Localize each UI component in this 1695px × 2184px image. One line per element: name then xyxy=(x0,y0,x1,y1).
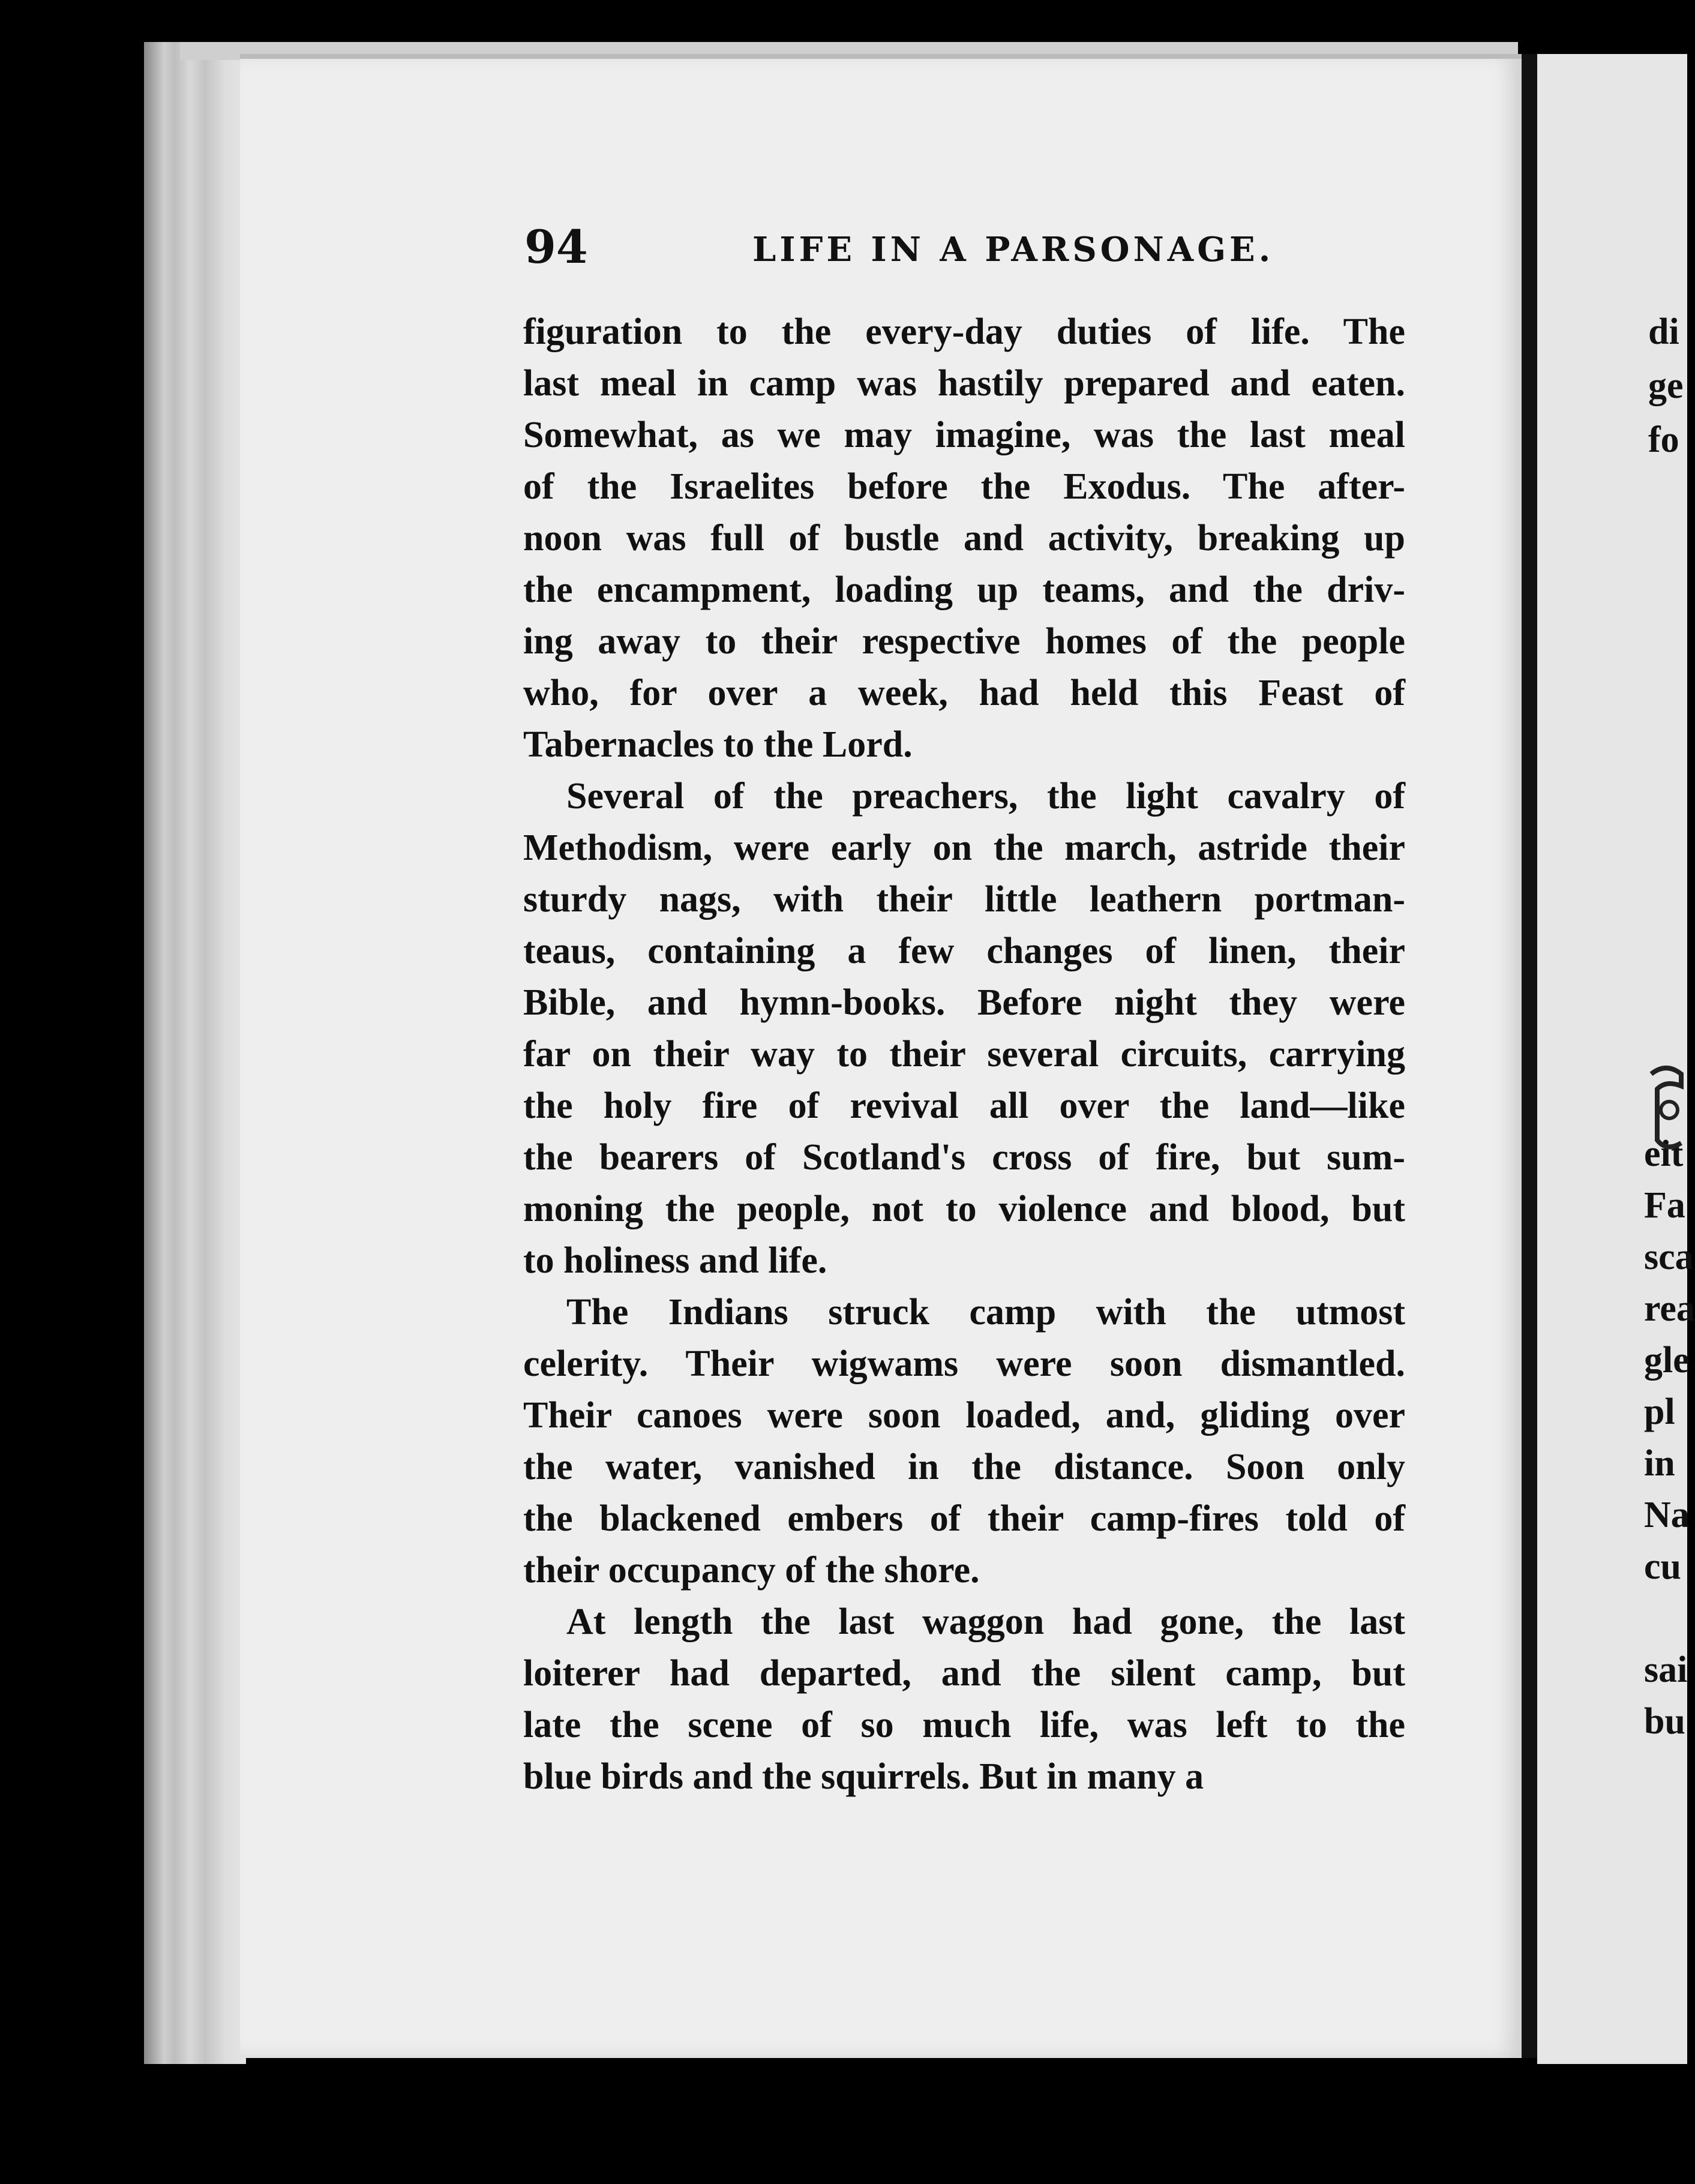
right-page-fragment: sca xyxy=(1644,1237,1694,1277)
text-line: far on their way to their several circuits, carrying xyxy=(523,1034,1405,1075)
text-line: blue birds and the squirrels. But in many a xyxy=(523,1756,1204,1797)
right-page-text xyxy=(1537,54,1695,2064)
right-page-fragment: fo xyxy=(1648,419,1679,460)
body-text xyxy=(523,306,1405,1802)
text-line: the water, vanished in the distance. Soon only xyxy=(523,1447,1405,1487)
page-number: 94 xyxy=(524,220,588,274)
text-line: noon was full of bustle and activity, breaking up xyxy=(523,518,1405,559)
text-line: Bible, and hymn-books. Before night they were xyxy=(523,982,1405,1023)
text-line: the holy fire of revival all over the land—like xyxy=(523,1085,1405,1126)
text-line: the blackened embers of their camp-fires told of xyxy=(523,1498,1405,1539)
right-page-fragment: eit xyxy=(1644,1133,1684,1174)
text-line: Methodism, were early on the march, astride their xyxy=(523,827,1405,868)
right-page-fragment: sai xyxy=(1644,1649,1688,1690)
right-page-fragment: gle xyxy=(1644,1340,1690,1381)
text-line: Somewhat, as we may imagine, was the last meal xyxy=(523,415,1405,455)
right-page-fragment: in xyxy=(1644,1443,1675,1484)
right-page-fragment: di xyxy=(1648,311,1679,352)
text-line: late the scene of so much life, was left to the xyxy=(523,1705,1405,1745)
text-line: At length the last waggon had gone, the last xyxy=(566,1601,1405,1642)
right-page-fragment: pl xyxy=(1644,1391,1675,1432)
text-line: teaus, containing a few changes of linen, their xyxy=(523,931,1405,971)
text-line: ing away to their respective homes of the people xyxy=(523,621,1405,662)
text-line: Several of the preachers, the light cavalry of xyxy=(566,776,1405,817)
right-page-fragment: cu xyxy=(1644,1546,1681,1587)
text-line: moning the people, not to violence and blood, but xyxy=(523,1189,1405,1229)
right-page-fragment: Fa xyxy=(1644,1185,1685,1226)
paragraph xyxy=(523,1286,1405,1596)
text-line: celerity. Their wigwams were soon dismantled. xyxy=(523,1343,1405,1384)
right-page-fragment: ge xyxy=(1648,365,1684,406)
text-line: The Indians struck camp with the utmost xyxy=(566,1292,1405,1333)
text-line: loiterer had departed, and the silent camp, but xyxy=(523,1653,1405,1694)
paragraph xyxy=(523,1596,1405,1802)
text-line: Their canoes were soon loaded, and, gliding over xyxy=(523,1395,1405,1436)
right-page-fragment: bu xyxy=(1644,1701,1685,1742)
text-line: figuration to the every-day duties of life. The xyxy=(523,311,1405,352)
text-line: last meal in camp was hastily prepared and eaten. xyxy=(523,363,1405,404)
text-line: who, for over a week, had held this Feast of xyxy=(523,673,1405,713)
text-line: their occupancy of the shore. xyxy=(523,1550,980,1591)
text-line: the bearers of Scotland's cross of fire, but sum- xyxy=(523,1137,1405,1178)
text-line: sturdy nags, with their little leathern portman- xyxy=(523,879,1405,920)
ornamental-initial-icon xyxy=(1645,1062,1687,1158)
right-page-partial xyxy=(1537,54,1695,2064)
text-line: of the Israelites before the Exodus. The after- xyxy=(523,466,1405,507)
paragraph xyxy=(523,306,1405,770)
right-page-fragment: rea xyxy=(1644,1288,1695,1329)
right-page-fragment: Na xyxy=(1644,1495,1690,1535)
text-line: to holiness and life. xyxy=(523,1240,827,1281)
book-gutter xyxy=(1522,54,1537,2058)
paragraph xyxy=(523,770,1405,1286)
running-head xyxy=(524,217,1406,277)
text-line: the encampment, loading up teams, and the driv- xyxy=(523,569,1405,610)
page-header-title: LIFE IN A PARSONAGE. xyxy=(752,230,1274,269)
text-line: Tabernacles to the Lord. xyxy=(523,724,913,765)
page-edge-stack xyxy=(144,42,246,2064)
